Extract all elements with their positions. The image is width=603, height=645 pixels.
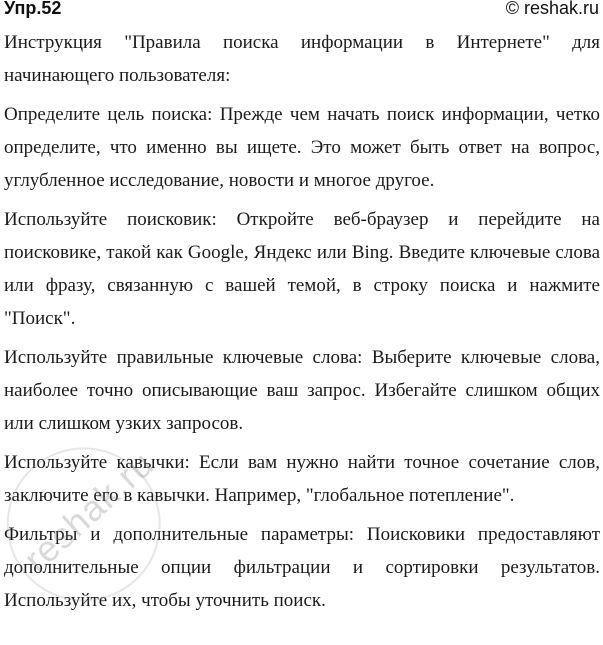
paragraph-search-goal: Определите цель поиска: Прежде чем начать поиск информации, четко определите, что именно вы ищете. Это может быть ответ на вопрос, углубленное исследование, новости и многое другое. [4, 104, 600, 191]
exercise-label: Упр.52 [4, 0, 62, 18]
watermark-text: reshak.ru [15, 442, 162, 580]
paragraph-keywords: Используйте правильные ключевые слова: Выберите ключевые слова, наиболее точно описывающие ваш запрос. Избегайте слишком общих или слишком узких запросов. [4, 347, 600, 434]
document-body [4, 26, 600, 623]
copyright-text: © reshak.ru [505, 0, 599, 18]
paragraph-filters: Фильтры и дополнительные параметры: Поисковики предоставляют дополнительные опции фильтрации и сортировки результатов. Используйте их, чтобы уточнить поиск. [4, 524, 600, 611]
paragraph-quotes: Используйте кавычки: Если вам нужно найти точное сочетание слов, заключите его в кавычки. Например, "глобальное потепление". [4, 452, 600, 506]
intro-paragraph: Инструкция "Правила поиска информации в Интернете" для начинающего пользователя: [4, 32, 600, 86]
header [4, 0, 599, 24]
paragraph-search-engine: Используйте поисковик: Откройте веб-браузер и перейдите на поисковике, такой как Google, Яндекс или Bing. Введите ключевые слова или фразу, связанную с вашей темой, в строку поиска и нажмите "Поиск". [4, 209, 600, 329]
